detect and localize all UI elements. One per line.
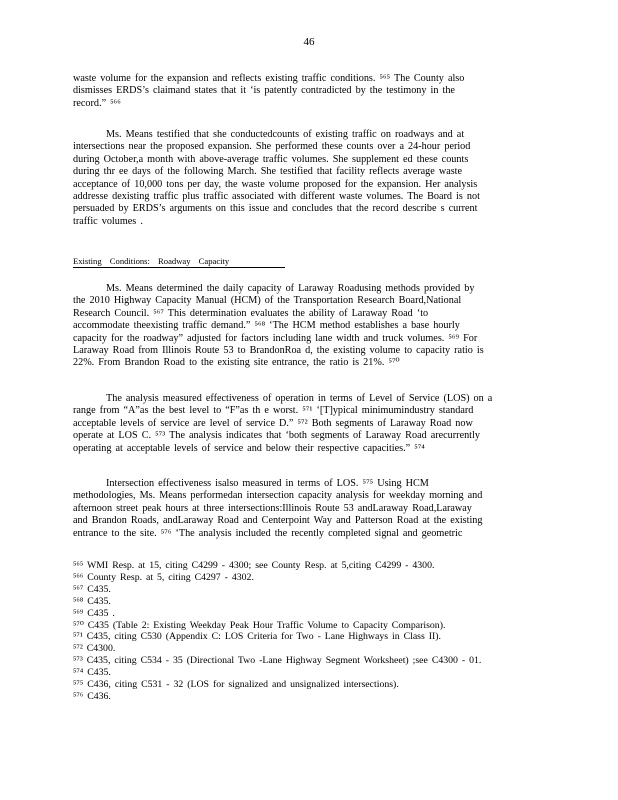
section-heading: Existing Conditions: Roadway Capacity: [73, 256, 285, 268]
text-line: accommodate theexisting traffic demand.” ⁵⁶⁸ ‘The HCM method establishes a base hourly: [73, 320, 460, 332]
text-line: range from “A”as the best level to “F”as th e worst. ⁵⁷¹ ‘[T]ypical minimumindustry standard: [73, 405, 474, 417]
footnote: ⁵⁶⁸ C435.: [73, 595, 111, 607]
footnote: ⁵⁷⁰ C435 (Table 2: Existing Weekday Peak Hour Traffic Volume to Capacity Comparison).: [73, 619, 446, 631]
footnote: ⁵⁷¹ C435, citing C530 (Appendix C: LOS Criteria for Two - Lane Highways in Class II).: [73, 631, 441, 643]
text-line: capacity for the roadway” adjusted for factors including lane width and truck volumes. ⁵⁶⁹ For: [73, 332, 478, 344]
text-line: Laraway Road from Illinois Route 53 to BrandonRoa d, the existing volume to capacity ratio is: [73, 345, 484, 357]
footnote: ⁵⁷⁵ C436, citing C531 - 32 (LOS for signalized and unsignalized intersections).: [73, 679, 399, 691]
text-line: acceptance of 10,000 tons per day, the waste volume proposed for the expansion. Her analysis: [73, 178, 478, 190]
text-line: methodologies, Ms. Means performedan intersection capacity analysis for weekday morning and: [73, 490, 483, 502]
text-line: afternoon street peak hours at three intersections:Illinois Route 53 andLaraway Road,Laraway: [73, 502, 472, 514]
footnote: ⁵⁶⁷ C435.: [73, 583, 111, 595]
text-line: Research Council. ⁵⁶⁷ This determination evaluates the ability of Laraway Road ‘to: [73, 307, 429, 319]
text-line: Intersection effectiveness isalso measured in terms of LOS. ⁵⁷⁵ Using HCM: [106, 478, 429, 489]
text-line: acceptable levels of service are level of service D.” ⁵⁷² Both segments of Laraway Road now: [73, 417, 473, 429]
text-line: Ms. Means testified that she conductedcounts of existing traffic on roadways and at: [106, 129, 465, 140]
paragraph-3: [73, 283, 531, 370]
text-line: during October,a month with above-average traffic volumes. She supplement ed these counts: [73, 153, 469, 165]
footnote: ⁵⁷⁴ C435.: [73, 667, 111, 679]
footnote: ⁵⁷⁶ C436.: [73, 690, 111, 702]
text-line: The analysis measured effectiveness of operation in terms of Level of Service (LOS) on a: [106, 393, 493, 404]
text-line: waste volume for the expansion and reflects existing traffic conditions. ⁵⁶⁵ The County also: [73, 73, 465, 84]
footnote: ⁵⁷² C4300.: [73, 643, 116, 655]
text-line: dismisses ERDS’s claimand states that it ‘is patently contradicted by the testimony in the: [73, 85, 455, 97]
text-line: and Brandon Roads, andLaraway Road and Centerpoint Way and Patterson Road at the existing: [73, 515, 483, 527]
footnote: ⁵⁶⁵ WMI Resp. at 15, citing C4299 - 4300; see County Resp. at 5,citing C4299 - 4300.: [73, 560, 435, 571]
page-number: 46: [303, 36, 315, 48]
text-line: intersections near the proposed expansion. She performed these counts over a 24-hour period: [73, 141, 471, 153]
text-line: record.” ⁵⁶⁶: [73, 97, 121, 109]
text-line: Ms. Means determined the daily capacity of Laraway Roadusing methods provided by: [106, 283, 475, 294]
text-line: operating at acceptable levels of service and below their respective capacities.” ⁵⁷⁴: [73, 442, 425, 454]
footnotes: [73, 560, 543, 703]
paragraph-4: [73, 393, 531, 455]
footnote: ⁵⁷³ C435, citing C534 - 35 (Directional Two -Lane Highway Segment Worksheet) ;see C4300 - 01.: [73, 655, 482, 667]
footnote: ⁵⁶⁶ County Resp. at 5, citing C4297 - 4302.: [73, 571, 254, 583]
text-line: 22%. From Brandon Road to the existing site entrance, the ratio is 21%. ⁵⁷⁰: [73, 357, 400, 369]
text-line: operate at LOS C. ⁵⁷³ The analysis indicates that ‘both segments of Laraway Road arecurrently: [73, 430, 480, 442]
text-line: persuaded by ERDS’s arguments on this issue and concludes that the record describe s current: [73, 203, 478, 215]
text-line: during thr ee days of the following March. She testified that facility reflects average waste: [73, 166, 463, 178]
text-line: traffic volumes .: [73, 215, 143, 227]
paragraph-5: [73, 478, 531, 540]
text-line: the 2010 Highway Capacity Manual (HCM) of the Transportation Research Board,National: [73, 295, 462, 307]
paragraph-2: [73, 129, 531, 228]
text-line: entrance to the site. ⁵⁷⁶ ‘The analysis included the recently completed signal and geometric: [73, 527, 463, 539]
footnote: ⁵⁶⁹ C435 .: [73, 607, 115, 619]
text-line: addresse dexisting traffic plus traffic associated with different waste volumes. The Board is not: [73, 191, 480, 203]
paragraph-1: [73, 73, 531, 110]
